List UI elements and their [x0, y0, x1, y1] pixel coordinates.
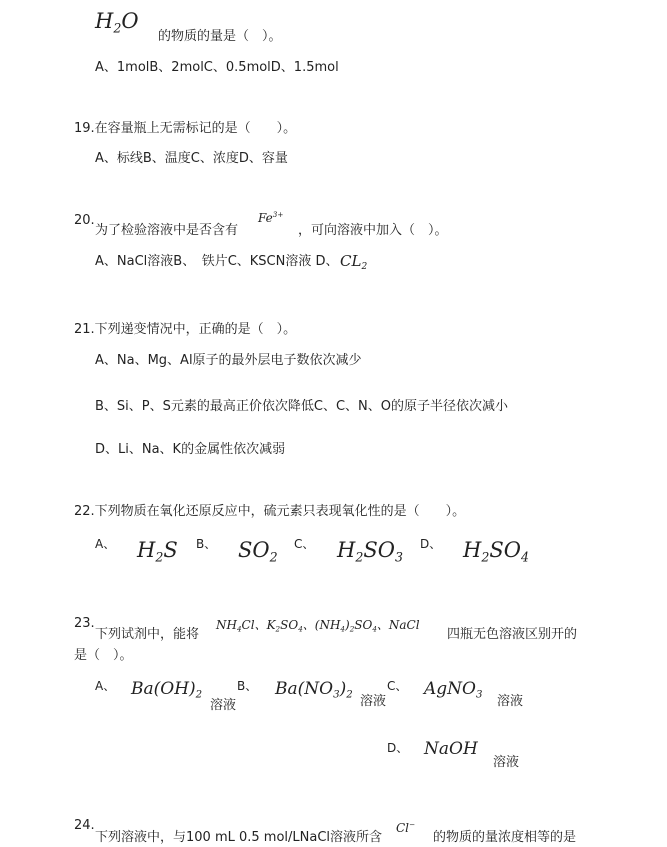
- q24-stem-b: 的物质的量浓度相等的是: [433, 830, 577, 845]
- q24-stem-a: 下列溶液中，与100 mL 0.5 mol/LNaCl溶液所含: [95, 830, 383, 845]
- q18-formula: $H_2O$: [95, 9, 139, 36]
- q18-text: 的物质的量是（ ）。: [158, 29, 282, 44]
- q22-stem: 22.下列物质在氧化还原反应中，硫元素只表现氧化性的是（ ）。: [74, 504, 466, 519]
- q23-formula-c: AgNO$_3$: [424, 679, 483, 701]
- q23-label-c: C、: [387, 679, 408, 693]
- q23-stem-c: 是（ ）。: [74, 648, 133, 663]
- q23-formula-d: NaOH: [424, 739, 478, 759]
- q22-label-b: B、: [196, 537, 217, 551]
- q23-label-d: D、: [387, 741, 409, 755]
- q22-label-a: A、: [95, 537, 116, 551]
- q23-number: 23.: [74, 616, 95, 631]
- q21-stem: 21.下列递变情况中，正确的是（ ）。: [74, 322, 297, 337]
- q20-ion: $Fe^{3+}$: [258, 210, 284, 226]
- q20-stem-a: 为了检验溶液中是否含有: [95, 223, 239, 238]
- q22-label-d: D、: [420, 537, 442, 551]
- q22-label-c: C、: [294, 537, 315, 551]
- q24-ion: Cl−: [396, 820, 416, 836]
- q22-formula-b: $SO_2$: [238, 538, 278, 565]
- q21-option-bc: B、Si、P、S元素的最高正价依次降低C、C、N、O的原子半径依次减小: [95, 399, 508, 414]
- q19-stem: 19.在容量瓶上无需标记的是（ ）。: [74, 121, 297, 136]
- q19-options: A、标线B、温度C、浓度D、容量: [95, 151, 288, 166]
- q18-options: A、1molB、2molC、0.5molD、1.5mol: [95, 60, 339, 75]
- q23-reagents: $NH_4Cl$、$K_2SO_4$、$(NH_4)_2SO_4$、NaCl: [216, 618, 420, 634]
- q20-number: 20.: [74, 213, 95, 228]
- q24-number: 24.: [74, 818, 95, 833]
- q20-stem-b: ，可向溶液中加入（ ）。: [298, 223, 448, 238]
- q23-solution-c: 溶液: [497, 694, 524, 709]
- q23-stem-a: 下列试剂中，能将: [95, 627, 200, 642]
- q20-option-d-formula: $CL_2$: [340, 252, 368, 273]
- q22-formula-c: $H_2SO_3$: [337, 538, 403, 565]
- q22-formula-d: $H_2SO_4$: [463, 538, 529, 565]
- q23-solution-b: 溶液: [360, 694, 387, 709]
- q21-option-d: D、Li、Na、K的金属性依次减弱: [95, 442, 286, 457]
- q23-solution-a: 溶液: [210, 698, 237, 713]
- q23-label-a: A、: [95, 679, 116, 693]
- q23-stem-b: 四瓶无色溶液区别开的: [447, 627, 578, 642]
- q23-formula-b: $Ba(NO_3)_2$: [275, 679, 353, 701]
- q22-formula-a: $H_2S$: [137, 538, 178, 565]
- q23-formula-a: $Ba(OH)_2$: [131, 679, 203, 701]
- q23-solution-d: 溶液: [493, 755, 520, 770]
- q23-label-b: B、: [237, 679, 258, 693]
- q21-option-a: A、Na、Mg、Al原子的最外层电子数依次减少: [95, 353, 362, 368]
- q20-options: A、NaCl溶液B、 铁片C、KSCN溶液 D、: [95, 254, 339, 269]
